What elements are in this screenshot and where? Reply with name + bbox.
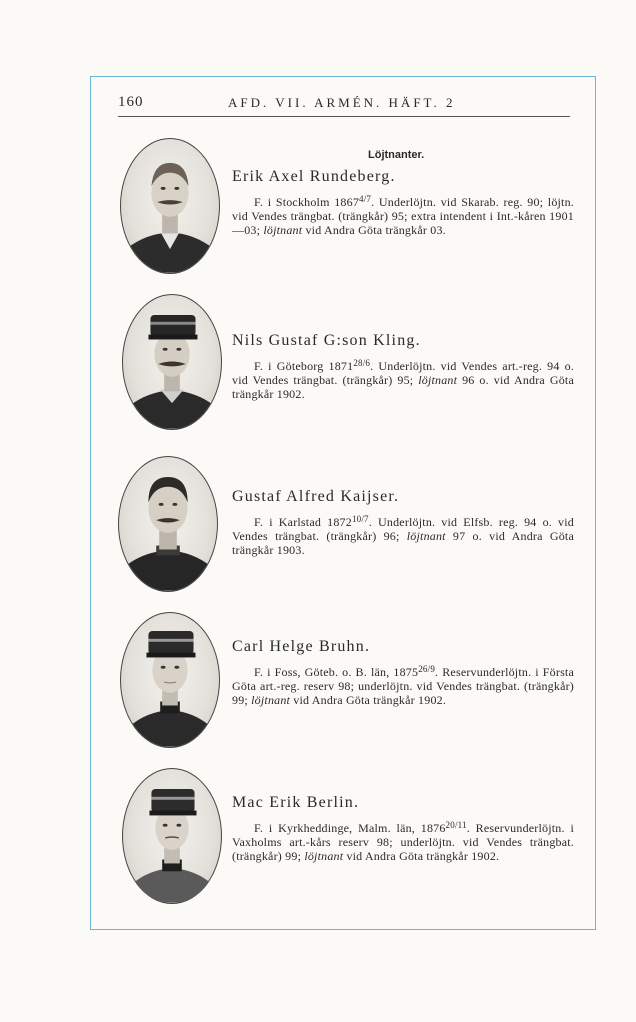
portrait-kling-image [123,295,221,429]
portrait-kaijser-image [119,457,217,591]
entry-name: Gustaf Alfred Kaijser. [232,488,400,505]
entry-kaijser [232,488,574,557]
entry-name: Mac Erik Berlin. [232,794,360,811]
page-header [118,94,570,117]
page-number: 160 [118,94,144,110]
entry-berlin [232,794,574,863]
portrait-rundeberg-image [121,139,219,273]
entry-bio: F. i Foss, Göteb. o. B. län, $1875^{26/9}$. Reservunderlöjtn. i Första Göta art.-reg. reserv 98; underlöjtn. vid Vendes trängbat. (trängkår) 99; löjtnant vid Andra Göta trängkår 1902. [232,664,574,707]
entry-name: Erik Axel Rundeberg. [232,168,396,185]
portrait-berlin [122,768,222,904]
entry-kling [232,332,574,401]
entry-name: Nils Gustaf G:son Kling. [232,332,421,349]
entry-bruhn [232,638,574,707]
entry-name: Carl Helge Bruhn. [232,638,371,655]
portrait-berlin-image [123,769,221,903]
entry-rundeberg [232,168,574,237]
portrait-kaijser [118,456,218,592]
section-title: Löjtnanter. [368,149,425,161]
portrait-rundeberg [120,138,220,274]
portrait-kling [122,294,222,430]
entry-bio: F. i Karlstad $1872^{10/7}$. Underlöjtn. vid Elfsb. reg. 94 o. vid Vendes trängbat. (trängkår) 96; löjtnant 97 o. vid Andra Göta trängkår 1903. [232,514,574,557]
entry-bio: F. i Stockholm $1867^{4/7}$. Underlöjtn. vid Skarab. reg. 90; löjtn. vid Vendes trängbat. (trängkår) 95; extra intendent i Int.-kåren 1901—03; löjtnant vid Andra Göta trängkår 03. [232,194,574,237]
portrait-bruhn [120,612,220,748]
running-head: AFD. VII. ARMÉN. HÄFT. 2 [228,95,456,110]
entry-bio: F. i Göteborg $1871^{28/6}$. Underlöjtn. vid Vendes art.-reg. 94 o. vid Vendes trängbat. (trängkår) 95; löjtnant 96 o. vid Andra Göta trängkår 1902. [232,358,574,401]
portrait-bruhn-image [121,613,219,747]
entry-bio: F. i Kyrkheddinge, Malm. län, $1876^{20/11}$. Reservunderlöjtn. i Vaxholms art.-kårs reserv 98; underlöjtn. vid Vendes trängbat. (trängkår) 99; löjtnant vid Andra Göta trängkår 1902. [232,820,574,863]
